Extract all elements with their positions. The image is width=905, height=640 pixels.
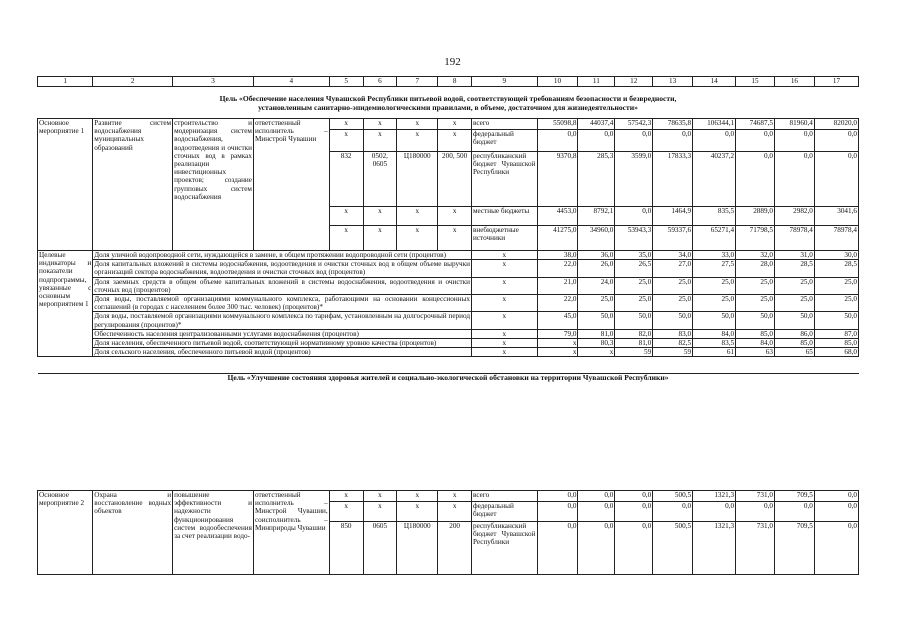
code-cell: 200 xyxy=(438,522,472,575)
value-cell: x xyxy=(537,348,578,357)
value-cell: 26,0 xyxy=(578,260,615,277)
value-cell: 85,0 xyxy=(774,339,814,348)
value-cell: 0,0 xyxy=(615,502,653,522)
column-number: 7 xyxy=(397,77,438,87)
goal-title-line: установленным санитарно-эпидемиологическими правилами, в объеме, достаточном для жизнедеятельности» xyxy=(258,103,638,112)
value-cell: 63 xyxy=(736,348,775,357)
value-cell: 22,0 xyxy=(537,295,578,312)
value-cell: 25,0 xyxy=(774,277,814,294)
funding-source: федеральный бюджет xyxy=(472,502,538,522)
value-cell: 25,0 xyxy=(693,277,736,294)
value-cell: 78978,4 xyxy=(774,226,814,251)
code-cell: x xyxy=(397,502,438,522)
code-cell: x xyxy=(438,207,472,226)
code-cell: x xyxy=(438,130,472,152)
value-cell: 0,0 xyxy=(774,152,814,207)
funding-source: республиканский бюджет Чувашской Республики xyxy=(472,152,538,207)
value-cell: 57542,3 xyxy=(615,119,653,130)
value-cell: 50,0 xyxy=(693,312,736,329)
value-cell: 731,0 xyxy=(736,522,775,575)
code-cell: x xyxy=(438,119,472,130)
page-number: 192 xyxy=(444,56,461,68)
indicator-text: Доля воды, поставляемой организациями коммунального комплекса, работающими на основании концессионных соглашений (в городах с населением более 300 тыс. человек) (процентов)* xyxy=(94,295,470,312)
value-cell: 0,0 xyxy=(693,502,736,522)
goal-title: Цель «Улучшение состояния здоровья жителей и социально-экологической обстановки на территории Чувашской Республики» xyxy=(227,373,669,383)
event-title: Основное мероприятие 1 xyxy=(38,119,93,251)
column-number: 4 xyxy=(253,77,329,87)
value-cell: 82020,0 xyxy=(814,119,858,130)
code-cell: x xyxy=(397,491,438,502)
value-cell: 82,5 xyxy=(653,339,693,348)
value-cell: 38,0 xyxy=(537,251,578,260)
value-cell: 0,0 xyxy=(537,491,578,502)
value-cell: 25,0 xyxy=(736,277,775,294)
value-cell: 9370,8 xyxy=(537,152,578,207)
value-cell: 0,0 xyxy=(736,130,775,152)
value-cell: 0,0 xyxy=(537,522,578,575)
value-cell: 32,0 xyxy=(736,251,775,260)
indicator-text: Доля уличной водопроводной сети, нуждающейся в замене, в общем протяжении водопроводной сети (процентов) xyxy=(93,251,472,260)
code-cell: Ц180000 xyxy=(397,152,438,207)
value-cell: 21,0 xyxy=(537,277,578,294)
event-executor: ответственный исполнитель – Минстрой Чувашии, соисполнитель – Минприроды Чувашии xyxy=(253,491,329,575)
code-cell: x xyxy=(397,226,438,251)
value-cell: 28,5 xyxy=(814,260,858,277)
value-cell: 25,0 xyxy=(653,295,693,312)
indicator-mark: x xyxy=(472,295,538,312)
column-number: 9 xyxy=(472,77,538,87)
indicators-label: Целевые индикаторы и показатели подпрограммы, увязанные с основным мероприятием 1 xyxy=(38,251,93,357)
program-table-continued xyxy=(37,490,859,575)
event-measures: повышение эффективности и надежности функционирования систем водообеспечения за счет реализации водо- xyxy=(173,491,254,575)
value-cell: 83,5 xyxy=(693,339,736,348)
goal-row xyxy=(38,374,859,387)
indicator-text: Доля заемных средств в общем объеме капитальных вложений в системы водоснабжения, водоотведения и очистки сточных вод (процентов) xyxy=(94,277,470,294)
value-cell: 71798,5 xyxy=(736,226,775,251)
value-cell: 0,0 xyxy=(774,502,814,522)
value-cell: 50,0 xyxy=(814,312,858,329)
value-cell: 17833,3 xyxy=(653,152,693,207)
value-cell: 53943,3 xyxy=(615,226,653,251)
indicator-row xyxy=(38,251,859,260)
value-cell: 25,0 xyxy=(814,277,858,294)
value-cell: 106344,1 xyxy=(693,119,736,130)
value-cell: 25,0 xyxy=(736,295,775,312)
value-cell: 84,0 xyxy=(693,329,736,338)
code-cell: x xyxy=(329,502,363,522)
indicator-mark: x xyxy=(472,329,538,338)
code-cell: x xyxy=(438,226,472,251)
value-cell: 83,0 xyxy=(653,329,693,338)
column-number-row xyxy=(38,77,859,87)
value-cell: 34960,0 xyxy=(578,226,615,251)
value-cell: 84,0 xyxy=(736,339,775,348)
value-cell: 25,0 xyxy=(774,295,814,312)
value-cell: 0,0 xyxy=(578,522,615,575)
event-measures: строительство и модернизация систем водоснабжения, водоотведения и очистки сточных вод в рамках реализации инвестиционных проектов; создание групповых систем водоснабжения xyxy=(173,119,254,251)
value-cell: 31,0 xyxy=(774,251,814,260)
value-cell: 85,0 xyxy=(814,339,858,348)
value-cell: 0,0 xyxy=(693,130,736,152)
column-number: 15 xyxy=(736,77,775,87)
code-cell: x xyxy=(363,226,397,251)
code-cell: 832 xyxy=(329,152,363,207)
value-cell: 34,0 xyxy=(653,251,693,260)
value-cell: 0,0 xyxy=(814,502,858,522)
value-cell: 59 xyxy=(653,348,693,357)
value-cell: 68,0 xyxy=(814,348,858,357)
value-cell: 0,0 xyxy=(615,522,653,575)
value-cell: 79,0 xyxy=(537,329,578,338)
value-cell: 25,0 xyxy=(615,295,653,312)
event-description: Охрана и восстановление водных объектов xyxy=(93,491,173,575)
value-cell: 835,5 xyxy=(693,207,736,226)
code-cell: 850 xyxy=(329,522,363,575)
code-cell: x xyxy=(329,130,363,152)
column-number: 3 xyxy=(173,77,254,87)
value-cell: 2889,0 xyxy=(736,207,775,226)
value-cell: 87,0 xyxy=(814,329,858,338)
code-cell: x xyxy=(329,491,363,502)
event-executor: ответственный исполнитель – Минстрой Чувашии xyxy=(253,119,329,251)
value-cell: 0,0 xyxy=(615,491,653,502)
code-cell: x xyxy=(397,207,438,226)
indicator-mark: x xyxy=(472,348,538,357)
value-cell: 0,0 xyxy=(814,522,858,575)
value-cell: 61 xyxy=(693,348,736,357)
value-cell: 30,0 xyxy=(814,251,858,260)
column-number: 1 xyxy=(38,77,93,87)
indicator-text: Доля населения, обеспеченного питьевой водой, соответствующей нормативному уровню качества (процентов) xyxy=(93,339,472,348)
value-cell: 24,0 xyxy=(578,277,615,294)
value-cell: 35,0 xyxy=(615,251,653,260)
column-number: 13 xyxy=(653,77,693,87)
code-cell: 0502, 0605 xyxy=(363,152,397,207)
funding-row xyxy=(38,119,859,130)
value-cell: 50,0 xyxy=(653,312,693,329)
funding-source: всего xyxy=(472,119,538,130)
value-cell: 0,0 xyxy=(814,152,858,207)
value-cell: 78635,8 xyxy=(653,119,693,130)
indicator-row xyxy=(38,295,859,312)
value-cell: 26,5 xyxy=(615,260,653,277)
value-cell: 85,0 xyxy=(736,329,775,338)
value-cell: 0,0 xyxy=(578,130,615,152)
indicator-row xyxy=(38,260,859,277)
code-cell: x xyxy=(329,207,363,226)
column-number: 10 xyxy=(537,77,578,87)
indicator-text: Доля воды, поставляемой организациями коммунального комплекса по тарифам, установленным на долгосрочный период регулирования (процентов)* xyxy=(94,312,470,329)
value-cell: 0,0 xyxy=(615,130,653,152)
code-cell: x xyxy=(363,130,397,152)
value-cell: 8792,1 xyxy=(578,207,615,226)
value-cell: 0,0 xyxy=(653,502,693,522)
indicator-text: Обеспеченность населения централизованными услугами водоснабжения (процентов) xyxy=(93,329,472,338)
column-number: 2 xyxy=(93,77,173,87)
value-cell: 0,0 xyxy=(537,502,578,522)
value-cell: 25,0 xyxy=(693,295,736,312)
value-cell: 65271,4 xyxy=(693,226,736,251)
value-cell: 33,0 xyxy=(693,251,736,260)
value-cell: 0,0 xyxy=(615,207,653,226)
code-cell: x xyxy=(438,502,472,522)
column-number: 8 xyxy=(438,77,472,87)
indicator-mark: x xyxy=(472,277,538,294)
value-cell: 25,0 xyxy=(653,277,693,294)
value-cell: 709,5 xyxy=(774,491,814,502)
value-cell: 1321,3 xyxy=(693,491,736,502)
value-cell: 0,0 xyxy=(774,130,814,152)
value-cell: 25,0 xyxy=(615,277,653,294)
column-number: 5 xyxy=(329,77,363,87)
value-cell: 0,0 xyxy=(578,491,615,502)
value-cell: 78978,4 xyxy=(814,226,858,251)
column-number: 12 xyxy=(615,77,653,87)
indicator-mark: x xyxy=(472,251,538,260)
funding-source: местные бюджеты xyxy=(472,207,538,226)
value-cell: 3599,0 xyxy=(615,152,653,207)
funding-row xyxy=(38,491,859,502)
value-cell: 44037,4 xyxy=(578,119,615,130)
value-cell: 0,0 xyxy=(578,502,615,522)
value-cell: 28,5 xyxy=(774,260,814,277)
value-cell: 25,0 xyxy=(814,295,858,312)
indicator-row xyxy=(38,348,859,357)
value-cell: 3041,6 xyxy=(814,207,858,226)
code-cell: x xyxy=(438,491,472,502)
code-cell: x xyxy=(363,119,397,130)
value-cell: 27,5 xyxy=(693,260,736,277)
value-cell: 50,0 xyxy=(578,312,615,329)
value-cell: 74687,5 xyxy=(736,119,775,130)
code-cell: x xyxy=(397,119,438,130)
code-cell: x xyxy=(329,226,363,251)
code-cell: x xyxy=(363,502,397,522)
value-cell: 2982,0 xyxy=(774,207,814,226)
value-cell: 81,0 xyxy=(578,329,615,338)
code-cell: x xyxy=(363,491,397,502)
value-cell: 27,0 xyxy=(653,260,693,277)
column-number: 17 xyxy=(814,77,858,87)
column-number: 11 xyxy=(578,77,615,87)
value-cell: 40237,2 xyxy=(693,152,736,207)
value-cell: 0,0 xyxy=(736,152,775,207)
code-cell: x xyxy=(397,130,438,152)
value-cell: 81960,4 xyxy=(774,119,814,130)
indicator-row xyxy=(38,339,859,348)
value-cell: 0,0 xyxy=(537,130,578,152)
indicator-mark: x xyxy=(472,312,538,329)
value-cell: 28,0 xyxy=(736,260,775,277)
value-cell: 81,0 xyxy=(615,339,653,348)
value-cell: 709,5 xyxy=(774,522,814,575)
column-number: 16 xyxy=(774,77,814,87)
indicator-text: Доля капитальных вложений в системы водоснабжения, водоотведения и очистки сточных вод в общем объеме выручки организаций сектора водоснабжения, водоотведения и очистки сточных вод (процентов) xyxy=(94,260,470,277)
goal-row xyxy=(38,87,859,119)
value-cell: 500,5 xyxy=(653,491,693,502)
value-cell: 25,0 xyxy=(578,295,615,312)
event-title: Основное мероприятие 2 xyxy=(38,491,93,575)
code-cell: 0605 xyxy=(363,522,397,575)
value-cell: 55098,8 xyxy=(537,119,578,130)
funding-source: федеральный бюджет xyxy=(472,130,538,152)
code-cell: Ц180000 xyxy=(397,522,438,575)
value-cell: 45,0 xyxy=(537,312,578,329)
value-cell: 500,5 xyxy=(653,522,693,575)
indicator-row xyxy=(38,277,859,294)
value-cell: 65 xyxy=(774,348,814,357)
value-cell: 1321,3 xyxy=(693,522,736,575)
value-cell: 4453,0 xyxy=(537,207,578,226)
program-table xyxy=(37,76,859,386)
value-cell: 1464,9 xyxy=(653,207,693,226)
indicator-mark: x xyxy=(472,260,538,277)
value-cell: x xyxy=(578,348,615,357)
value-cell: x xyxy=(537,339,578,348)
value-cell: 731,0 xyxy=(736,491,775,502)
value-cell: 0,0 xyxy=(736,502,775,522)
goal-title xyxy=(38,87,859,119)
code-cell: 200, 500 xyxy=(438,152,472,207)
value-cell: 22,0 xyxy=(537,260,578,277)
value-cell: 0,0 xyxy=(653,130,693,152)
indicator-row xyxy=(38,329,859,338)
value-cell: 50,0 xyxy=(774,312,814,329)
value-cell: 82,0 xyxy=(615,329,653,338)
funding-source: республиканский бюджет Чувашской Республики xyxy=(472,522,538,575)
value-cell: 285,3 xyxy=(578,152,615,207)
funding-source: всего xyxy=(472,491,538,502)
column-number: 14 xyxy=(693,77,736,87)
goal-title-line: Цель «Обеспечение населения Чувашской Республики питьевой водой, соответствующей требованиям безопасности и безвредности, xyxy=(219,94,677,103)
value-cell: 80,3 xyxy=(578,339,615,348)
code-cell: x xyxy=(363,207,397,226)
funding-source: внебюджетные источники xyxy=(472,226,538,251)
value-cell: 50,0 xyxy=(736,312,775,329)
value-cell: 41275,0 xyxy=(537,226,578,251)
value-cell: 0,0 xyxy=(814,130,858,152)
value-cell: 59 xyxy=(615,348,653,357)
value-cell: 86,0 xyxy=(774,329,814,338)
indicator-row xyxy=(38,312,859,329)
value-cell: 0,0 xyxy=(814,491,858,502)
spacer xyxy=(38,357,859,374)
value-cell: 59337,6 xyxy=(653,226,693,251)
value-cell: 36,0 xyxy=(578,251,615,260)
indicator-mark: x xyxy=(472,339,538,348)
event-description: Развитие систем водоснабжения муниципальных образований xyxy=(93,119,173,251)
value-cell: 50,0 xyxy=(615,312,653,329)
indicator-text: Доля сельского населения, обеспеченного питьевой водой (процентов) xyxy=(93,348,472,357)
code-cell: x xyxy=(329,119,363,130)
gap-row xyxy=(38,357,859,374)
column-number: 6 xyxy=(363,77,397,87)
